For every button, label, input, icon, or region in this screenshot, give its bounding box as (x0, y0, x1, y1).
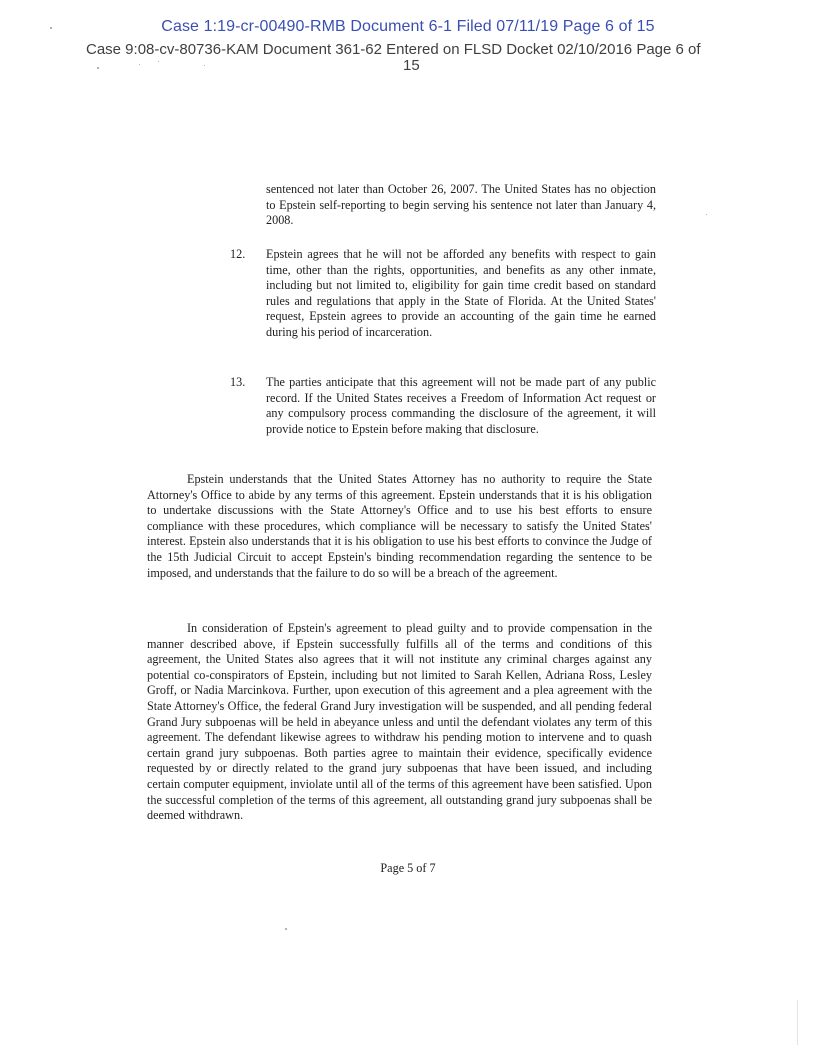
state-attorney-paragraph: Epstein understands that the United States Attorney has no authority to require the State Attorney's Office to abide by any terms of this agreement. Epstein understands that it is his obligation to undertake discussions with the State Attorney's Office and to use his best efforts to ensure compliance with these procedures, which compliance will be necessary to satisfy the United States' interest. Epstein also understands that it is his obligation to use his best efforts to convince the Judge of the 15th Judicial Circuit to accept Epstein's binding recommendation regarding the sentence to be imposed, and understands that the failure to do so will be a breach of the agreement. (147, 472, 652, 580)
scan-speck (158, 61, 159, 62)
scan-speck (204, 65, 205, 66)
case-header-stamp-primary: Case 1:19-cr-00490-RMB Document 6-1 Filed 07/11/19 Page 6 of 15 (161, 18, 655, 35)
scan-speck (139, 64, 140, 65)
case-header-stamp-secondary-line1: Case 9:08-cv-80736-KAM Document 361-62 Entered on FLSD Docket 02/10/2016 Page 6 of (86, 41, 701, 58)
scan-speck (706, 214, 707, 215)
case-header-stamp-secondary (86, 41, 746, 74)
scan-speck (285, 928, 287, 930)
scan-edge-mark (797, 1000, 798, 1045)
item-paragraph-13: The parties anticipate that this agreement will not be made part of any public record. If the United States receives a Freedom of Information Act request or any compulsory process commanding the disclosure of the agreement, it will provide notice to Epstein before making that disclosure. (266, 375, 656, 436)
case-header-stamp-secondary-line2: 15 (403, 57, 420, 74)
item-paragraph-12: Epstein agrees that he will not be afforded any benefits with respect to gain time, other than the rights, opportunities, and benefits as any other inmate, including but not limited to, eligibility for gain time credit based on standard rules and regulations that apply in the State of Florida. At the United States' request, Epstein agrees to provide an accounting of the gain time he earned during his period of incarceration. (266, 247, 656, 339)
co-conspirators-paragraph: In consideration of Epstein's agreement to plead guilty and to provide compensation in the manner described above, if Epstein successfully fulfills all of the terms and conditions of this agreement, the United States also agrees that it will not institute any criminal charges against any potential co-conspirators of Epstein, including but not limited to Sarah Kellen, Adriana Ross, Lesley Groff, or Nadia Marcinkova. Further, upon execution of this agreement and a plea agreement with the State Attorney's Office, the federal Grand Jury investigation will be suspended, and all pending federal Grand Jury subpoenas will be held in abeyance unless and until the defendant violates any term of this agreement. The defendant likewise agrees to withdraw his pending motion to intervene and to quash certain grand jury subpoenas. Both parties agree to maintain their evidence, specifically evidence requested by or directly related to the grand jury subpoenas that have been issued, and including certain computer equipment, inviolate until all of the terms of this agreement have been satisfied. Upon the successful completion of the terms of this agreement, all outstanding grand jury subpoenas shall be deemed withdrawn. (147, 621, 652, 823)
scan-speck (50, 27, 52, 29)
item-number-12: 12. (230, 247, 246, 261)
scan-speck (97, 67, 99, 69)
item-number-13: 13. (230, 375, 246, 389)
continuation-paragraph: sentenced not later than October 26, 2007. The United States has no objection to Epstein self-reporting to begin serving his sentence not later than January 4, 2008. (266, 182, 656, 228)
page-number-footer: Page 5 of 7 (380, 861, 436, 875)
